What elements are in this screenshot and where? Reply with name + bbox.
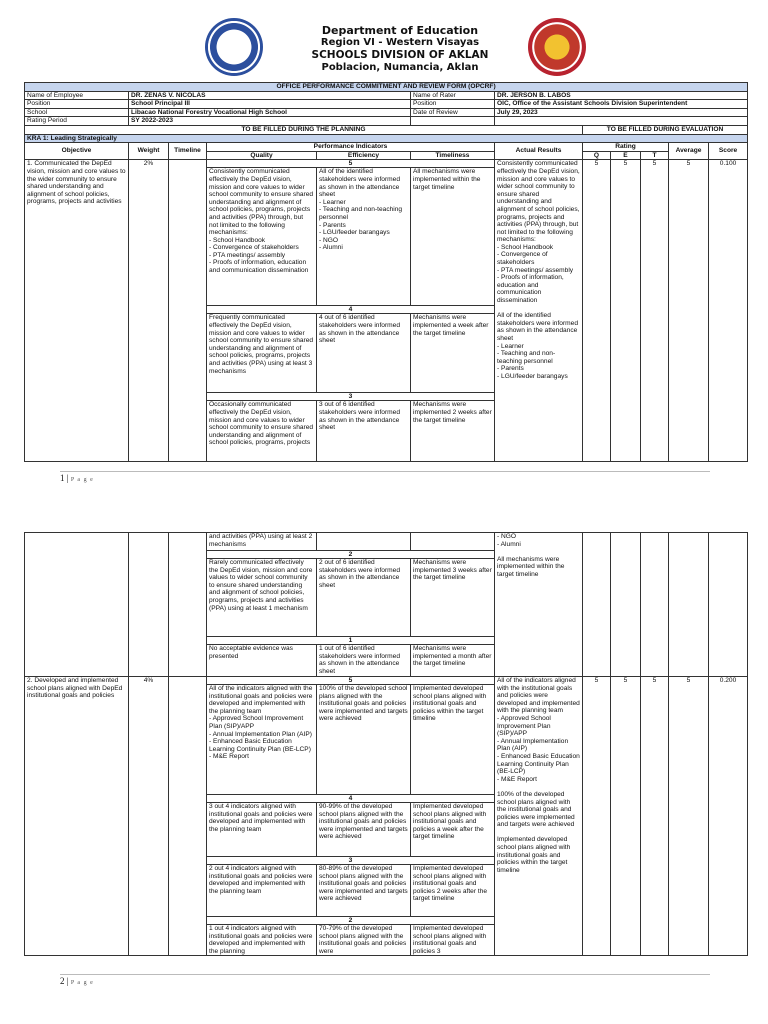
period-label: Rating Period <box>25 117 129 126</box>
score-1-cont <box>709 533 748 677</box>
rating-q-2: 5 <box>583 677 611 956</box>
quality-3-cont: and activities (PPA) using at least 2 mechanisms <box>207 533 317 551</box>
rater-position-label: Position <box>411 100 495 109</box>
objective-1-cont <box>25 533 129 677</box>
timeliness-3: Mechanisms were implemented 2 weeks after the target timeline <box>411 401 495 462</box>
quality-2: Rarely communicated effectively the DepEd vision, mission and core values to wider school community to ensure shared understanding and alignment of school policies, programs, projects and activities (PPA) using at least 1 mechanism <box>207 559 317 637</box>
quality-5: Consistently communicated effectively the DepEd vision, mission and core values to wider school community to ensure shared understanding and alignment of school policies, programs, projects and activities (PPA) through, but not limited to the following mechanisms: - School Handbook - Convergence of stakeholders - PTA meetings/ assembly - Proofs of information, education and communication dissemination <box>207 168 317 306</box>
evaluation-banner: TO BE FILLED DURING EVALUATION <box>583 125 748 134</box>
col-efficiency: Efficiency <box>317 151 411 160</box>
level-4-label-2: 4 <box>207 795 495 803</box>
level-2-label-2: 2 <box>207 917 495 925</box>
col-timeline: Timeline <box>169 143 207 160</box>
col-rating: Rating <box>583 143 669 152</box>
rating-q-1-cont <box>583 533 611 677</box>
footer-separator-2: | <box>64 976 71 986</box>
employee-position: School Principal III <box>129 100 411 109</box>
objective-2: 2. Developed and implemented school plans aligned with DepEd institutional goals and policies <box>25 677 129 956</box>
actual-results-1: Consistently communicated effectively the DepEd vision, mission and core values to wider school community to ensure shared understanding and alignment of school policies, programs, projects and activities (PPA) through, but not limited to the following mechanisms: - School Handbook - Convergence of stakeholders - PTA meetings/ assembly - Proofs of information, education and communication dissemination All of the identified stakeholders were informed as shown in the attendance sheet - Learner - Teaching and non-teaching personnel - Parents - LGU/feeder barangays <box>495 160 583 462</box>
footer-rule-2 <box>60 974 710 975</box>
employee-label: Name of Employee <box>25 91 129 100</box>
opcrf-table-page-2 <box>24 532 748 956</box>
col-quality: Quality <box>207 151 317 160</box>
page-word: P a g e <box>70 477 94 483</box>
deped-seal-icon <box>205 18 263 76</box>
quality-2-5: All of the indicators aligned with the institutional goals and policies were developed and implemented with the planning team - Approved School Improvement Plan (SIP)/APP - Annual Implementation Plan (AIP) - Enhanced Basic Education Learning Continuity Plan (BE-LCP) - M&E Report <box>207 685 317 795</box>
blank-cell <box>495 117 748 126</box>
efficiency-2: 2 out of 6 identified stakeholders were informed as shown in the attendance sheet <box>317 559 411 637</box>
timeline-2 <box>169 677 207 956</box>
rating-t-1-cont <box>641 533 669 677</box>
quality-2-4: 3 out 4 indicators aligned with institutional goals and policies were developed and implemented with the planning team <box>207 803 317 857</box>
col-timeliness: Timeliness <box>411 151 495 160</box>
page-two <box>0 500 768 1024</box>
rating-e-1: 5 <box>611 160 641 462</box>
col-t: T <box>641 151 669 160</box>
timeliness-2-5: Implemented developed school plans aligned with institutional goals and policies within the target timeline <box>411 685 495 795</box>
efficiency-3-cont <box>317 533 411 551</box>
rating-e-2: 5 <box>611 677 641 956</box>
timeliness-3-cont <box>411 533 495 551</box>
letterhead <box>0 18 768 80</box>
timeline-1 <box>169 160 207 462</box>
average-1: 5 <box>669 160 709 462</box>
letterhead-region: Region VI - Western Visayas <box>320 37 480 48</box>
review-date: July 29, 2023 <box>495 108 748 117</box>
letterhead-address: Poblacion, Numancia, Aklan <box>321 62 479 73</box>
quality-2-2: 1 out 4 indicators aligned with institutional goals and policies were developed and implemented with the planning <box>207 925 317 956</box>
timeliness-2-4: Implemented developed school plans aligned with institutional goals and policies a week after the target timeline <box>411 803 495 857</box>
form-title: OFFICE PERFORMANCE COMMITMENT AND REVIEW FORM (OPCRF) <box>25 83 748 92</box>
opcrf-table-page-1 <box>24 82 748 462</box>
efficiency-2-2: 70-79% of the developed school plans aligned with the institutional goals and policies were <box>317 925 411 956</box>
rater-name: DR. JERSON B. LABOS <box>495 91 748 100</box>
level-5-label-2: 5 <box>207 677 495 685</box>
level-2-label: 2 <box>207 551 495 559</box>
col-q: Q <box>583 151 611 160</box>
quality-3: Occasionally communicated effectively the DepEd vision, mission and core values to wider school community to ensure shared understanding and alignment of school policies, programs, projects <box>207 401 317 462</box>
page-footer-1 <box>60 473 94 483</box>
rating-t-2: 5 <box>641 677 669 956</box>
school-name: Libacao National Forestry Vocational High School <box>129 108 411 117</box>
efficiency-3: 3 out of 6 identified stakeholders were informed as shown in the attendance sheet <box>317 401 411 462</box>
objective-1: 1. Communicated the DepEd vision, mission and core values to the wider community to ensure shared understanding and alignment of school policies, programs, projects and activities <box>25 160 129 462</box>
level-5-label: 5 <box>207 160 495 168</box>
rating-q-1: 5 <box>583 160 611 462</box>
col-actual-results: Actual Results <box>495 143 583 160</box>
col-e: E <box>611 151 641 160</box>
footer-separator: | <box>64 473 71 483</box>
col-performance-indicators: Performance Indicators <box>207 143 495 152</box>
review-date-label: Date of Review <box>411 108 495 117</box>
efficiency-5: All of the identified stakeholders were informed as shown in the attendance sheet - Learner - Teaching and non-teaching personnel - Parents - LGU/feeder barangays - NGO - Alumni <box>317 168 411 306</box>
timeline-1-cont <box>169 533 207 677</box>
timeliness-2-3: Implemented developed school plans aligned with institutional goals and policies 2 weeks after the target timeline <box>411 865 495 917</box>
level-4-label: 4 <box>207 306 495 314</box>
efficiency-2-3: 80-89% of the developed school plans aligned with the institutional goals and policies were implemented and targets were achieved <box>317 865 411 917</box>
level-3-label-2: 3 <box>207 857 495 865</box>
actual-results-1-cont: - NGO - Alumni All mechanisms were implemented within the target timeline <box>495 533 583 677</box>
rater-label: Name of Rater <box>411 91 495 100</box>
timeliness-2: Mechanisms were implemented 3 weeks after the target timeline <box>411 559 495 637</box>
weight-1: 2% <box>129 160 169 462</box>
page-one <box>0 0 768 500</box>
kra-heading: KRA 1: Leading Strategically <box>25 134 748 143</box>
timeliness-4: Mechanisms were implemented a week after the target timeline <box>411 314 495 393</box>
score-2: 0.200 <box>709 677 748 956</box>
letterhead-division: SCHOOLS DIVISION OF AKLAN <box>311 49 489 61</box>
page-number: 1 <box>60 473 65 483</box>
col-average: Average <box>669 143 709 160</box>
score-1: 0.100 <box>709 160 748 462</box>
timeliness-1: Mechanisms were implemented a month after the target timeline <box>411 645 495 677</box>
quality-4: Frequently communicated effectively the DepEd vision, mission and core values to wider school community to ensure shared understanding and alignment of school policies, programs, projects and activities (PPA) using at least 3 mechanisms <box>207 314 317 393</box>
level-1-label: 1 <box>207 637 495 645</box>
page-number-2: 2 <box>60 976 65 986</box>
actual-results-2: All of the indicators aligned with the institutional goals and policies were developed and implemented with the planning team - Approved School Improvement Plan (SIP)/APP - Annual Implementation Plan (AIP) - Enhanced Basic Education Learning Continuity Plan (BE-LCP) - M&E Report 100% of the developed school plans aligned with the institutional goals and policies were implemented and targets were achieved Implemented developed school plans aligned with institutional goals and policies within the target timeline <box>495 677 583 956</box>
page-footer-2 <box>60 976 94 986</box>
efficiency-2-4: 90-99% of the developed school plans aligned with the institutional goals and policies were implemented and targets were achieved <box>317 803 411 857</box>
timeliness-5: All mechanisms were implemented within the target timeline <box>411 168 495 306</box>
quality-1: No acceptable evidence was presented <box>207 645 317 677</box>
footer-rule <box>60 471 710 472</box>
weight-1-cont <box>129 533 169 677</box>
efficiency-1: 1 out of 6 identified stakeholders were informed as shown in the attendance sheet <box>317 645 411 677</box>
col-score: Score <box>709 143 748 160</box>
planning-banner: TO BE FILLED DURING THE PLANNING <box>25 125 583 134</box>
timeliness-2-2: Implemented developed school plans aligned with institutional goals and policies 3 <box>411 925 495 956</box>
division-seal-icon <box>528 18 586 76</box>
rating-e-1-cont <box>611 533 641 677</box>
school-label: School <box>25 108 129 117</box>
efficiency-4: 4 out of 6 identified stakeholders were informed as shown in the attendance sheet <box>317 314 411 393</box>
average-2: 5 <box>669 677 709 956</box>
level-3-label: 3 <box>207 393 495 401</box>
quality-2-3: 2 out 4 indicators aligned with institutional goals and policies were developed and implemented with the planning team <box>207 865 317 917</box>
weight-2: 4% <box>129 677 169 956</box>
col-objective: Objective <box>25 143 129 160</box>
letterhead-department: Department of Education <box>321 24 479 37</box>
position-label: Position <box>25 100 129 109</box>
rating-t-1: 5 <box>641 160 669 462</box>
employee-name: DR. ZENAS V. NICOLAS <box>129 91 411 100</box>
page-word-2: P a g e <box>70 980 94 986</box>
efficiency-2-5: 100% of the developed school plans aligned with the institutional goals and policies were implemented and targets were achieved <box>317 685 411 795</box>
col-weight: Weight <box>129 143 169 160</box>
blank-cell <box>411 117 495 126</box>
rater-position: OIC, Office of the Assistant Schools Division Superintendent <box>495 100 748 109</box>
average-1-cont <box>669 533 709 677</box>
rating-period: SY 2022-2023 <box>129 117 411 126</box>
